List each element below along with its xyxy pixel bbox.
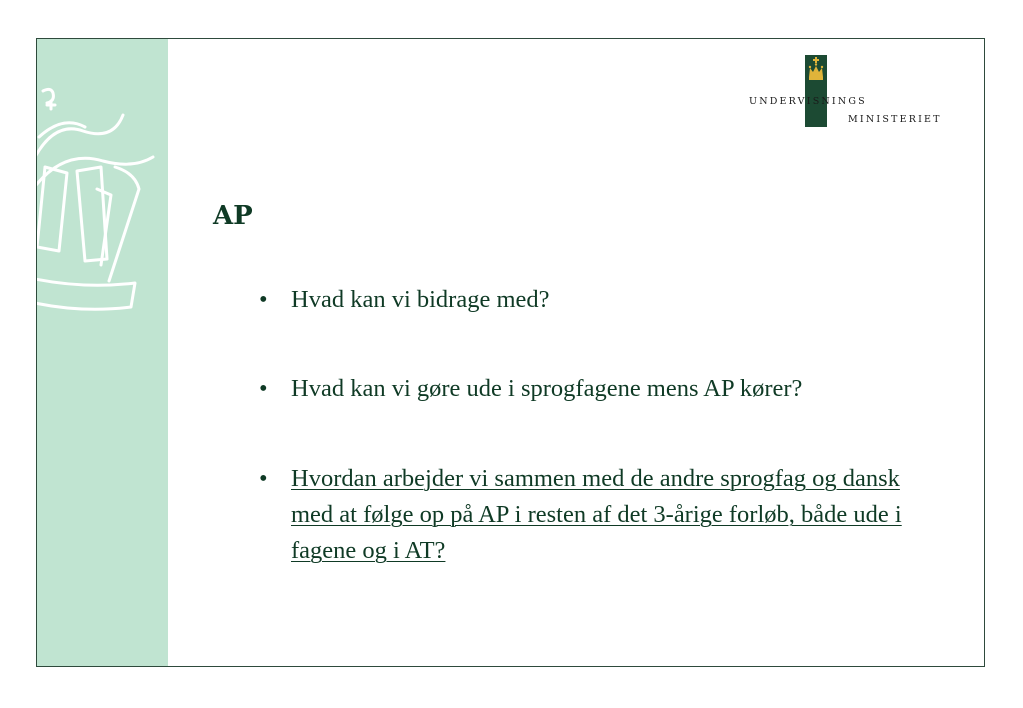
ministry-logo	[749, 55, 969, 135]
bullet-item	[257, 282, 947, 318]
slide-title: AP	[213, 201, 253, 231]
bullet-dot-icon: •	[259, 465, 268, 492]
bullet-link-text[interactable]: Hvordan arbejder vi sammen med de andre sprogfag og dansk med at følge op på AP i resten af det 3-årige forløb, både ude i fagene og i AT?	[291, 465, 902, 564]
logo-text-line1: UNDERVISNINGS	[749, 96, 867, 107]
crown-icon-graphic	[805, 55, 827, 127]
bullet-dot-icon: •	[259, 375, 268, 402]
bullet-dot-icon: •	[259, 286, 268, 313]
bullet-text: Hvad kan vi bidrage med?	[291, 286, 550, 313]
logo-text-line2: MINISTERIET	[848, 114, 942, 125]
bullet-item	[257, 461, 947, 569]
crown-icon	[805, 55, 827, 127]
side-band	[37, 39, 168, 666]
crown-watermark-icon	[37, 39, 168, 339]
bullet-item	[257, 371, 947, 407]
slide	[36, 38, 985, 667]
bullet-text: Hvad kan vi gøre ude i sprogfagene mens AP kører?	[291, 375, 803, 402]
